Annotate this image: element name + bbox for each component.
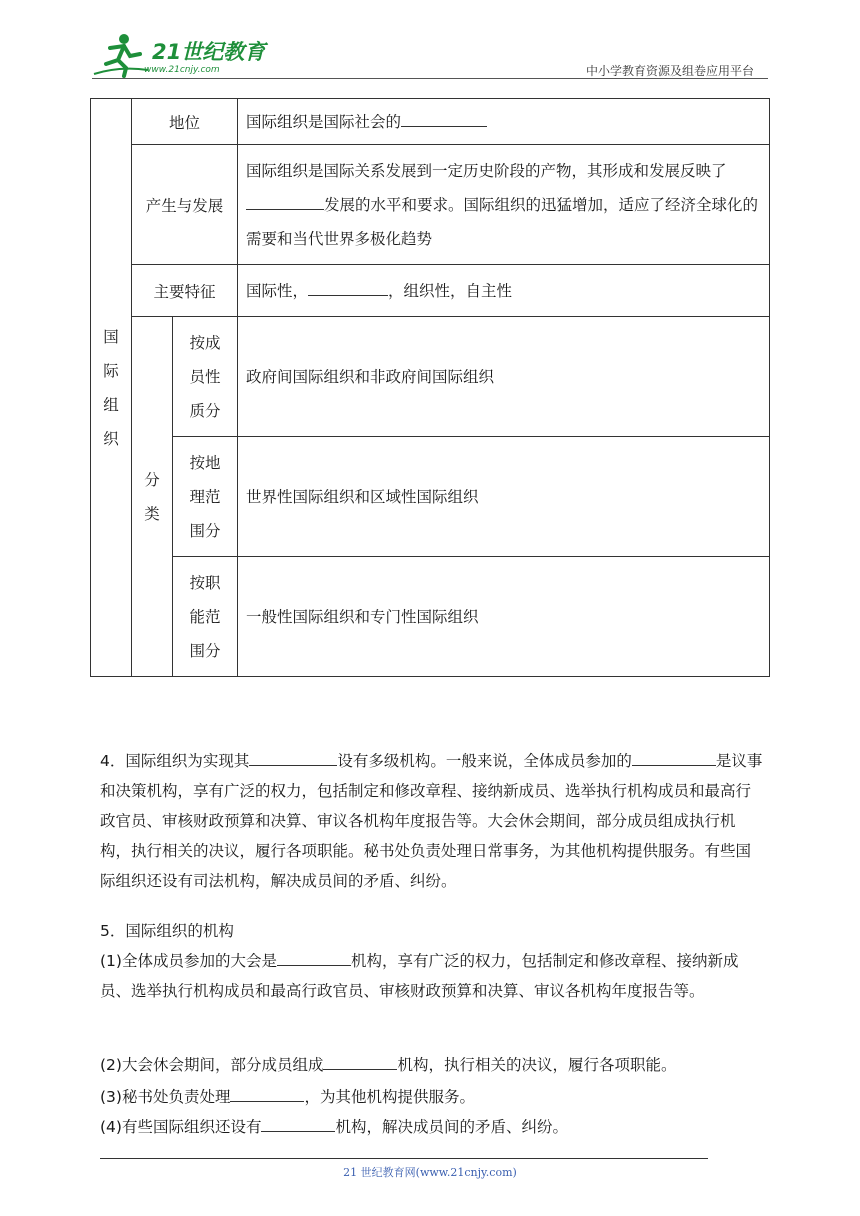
q5-blank-1[interactable] — [277, 950, 351, 966]
status-cell — [238, 99, 770, 145]
class-1-text: 政府间国际组织和非政府间国际组织 — [238, 317, 770, 437]
class-2-text: 世界性国际组织和区域性国际组织 — [238, 437, 770, 557]
class-1-label-line: 质分 — [189, 401, 221, 420]
q5-blank-2[interactable] — [323, 1054, 397, 1070]
feature-cell — [238, 265, 770, 317]
origin-label: 产生与发展 — [132, 145, 238, 265]
q5-item-1-b: 机构，享有广泛的权力，包括制定和修改章程、接纳新成员、选举执行机构成员和最高行政官员、审核财政预算和决算、审议各机构年度报告等。 — [100, 952, 739, 1000]
class-category-cell — [132, 317, 173, 677]
table-row-feature — [91, 265, 770, 317]
class-2-label-line: 按地 — [189, 453, 221, 472]
table-row-class-3 — [91, 557, 770, 677]
class-label-char: 分 — [144, 470, 160, 489]
q4-text-2: 设有多级机构。一般来说，全体成员参加的 — [337, 752, 632, 770]
q5-item-4-a: (4)有些国际组织还设有 — [100, 1118, 262, 1136]
organization-table — [90, 98, 770, 677]
class-label-char: 类 — [144, 504, 160, 523]
origin-blank[interactable] — [246, 193, 324, 210]
q4-text-1: 4．国际组织为实现其 — [100, 752, 250, 770]
class-1-label-line: 按成 — [189, 333, 221, 352]
main-label-char: 际 — [103, 361, 119, 380]
q5-item-2-a: (2)大会休会期间，部分成员组成 — [100, 1056, 324, 1074]
question-5-item-1 — [100, 946, 764, 1006]
platform-name: 中小学教育资源及组卷应用平台 — [585, 64, 754, 78]
header-divider — [92, 78, 768, 79]
class-2-label-line: 围分 — [189, 521, 221, 540]
question-5-item-4 — [100, 1112, 764, 1142]
class-2-label-cell — [173, 437, 238, 557]
table-row-origin — [91, 145, 770, 265]
table-row-class-1 — [91, 317, 770, 437]
question-4 — [100, 746, 764, 896]
runner-logo-icon — [90, 30, 150, 78]
class-3-text: 一般性国际组织和专门性国际组织 — [238, 557, 770, 677]
feature-label: 主要特征 — [132, 265, 238, 317]
feature-text-2: ，组织性，自主性 — [388, 281, 513, 300]
origin-text-1: 国际组织是国际关系发展到一定历史阶段的产物，其形成和发展反映了 — [246, 161, 727, 180]
feature-blank[interactable] — [308, 279, 388, 296]
page-header — [90, 30, 770, 80]
site-logo — [90, 30, 290, 78]
class-3-label-line: 围分 — [189, 641, 221, 660]
q4-blank-2[interactable] — [632, 750, 716, 766]
q5-item-3-a: (3)秘书处负责处理 — [100, 1088, 231, 1106]
status-label: 地位 — [132, 99, 238, 145]
main-category-cell — [91, 99, 132, 677]
q4-text-3: 是议事和决策机构，享有广泛的权力，包括制定和修改章程、接纳新成员、选举执行机构成员和最高行政官员、审核财政预算和决算、审议各机构年度报告等。大会休会期间，部分成员组成执行机构，执行相关的决议，履行各项职能。秘书处负责处理日常事务，为其他机构提供服务。有些国际组织还设有司法机构，解决成员间的矛盾、纠纷。 — [100, 752, 763, 890]
class-3-label-cell — [173, 557, 238, 677]
feature-text-1: 国际性， — [246, 281, 309, 300]
status-blank[interactable] — [401, 110, 487, 127]
q5-item-4-b: 机构，解决成员间的矛盾、纠纷。 — [335, 1118, 568, 1136]
logo-url: www.21cnjy.com — [144, 65, 220, 75]
q5-item-2-b: 机构，执行相关的决议，履行各项职能。 — [397, 1056, 677, 1074]
footer-link[interactable]: 21 世纪教育网(www.21cnjy.com) — [343, 1166, 517, 1179]
class-3-label-line: 按职 — [189, 573, 221, 592]
logo-text: 21世纪教育 — [152, 40, 266, 64]
origin-cell — [238, 145, 770, 265]
question-5-item-3 — [100, 1082, 764, 1112]
class-1-label-line: 员性 — [189, 367, 221, 386]
origin-text-2: 发展的水平和要求。国际组织的迅猛增加，适应了经济全球化的需要和当代世界多极化趋势 — [246, 195, 759, 248]
main-label-char: 组 — [103, 395, 119, 414]
class-1-label-cell — [173, 317, 238, 437]
footer-divider — [100, 1158, 708, 1159]
q5-blank-3[interactable] — [230, 1086, 304, 1102]
class-2-label-line: 理范 — [189, 487, 221, 506]
table-row-status — [91, 99, 770, 145]
main-label-char: 国 — [103, 327, 119, 346]
q5-item-3-b: ，为其他机构提供服务。 — [304, 1088, 475, 1106]
q4-blank-1[interactable] — [249, 750, 337, 766]
table-row-class-2 — [91, 437, 770, 557]
q5-blank-4[interactable] — [261, 1116, 335, 1132]
status-text: 国际组织是国际社会的 — [246, 112, 402, 131]
class-3-label-line: 能范 — [189, 607, 221, 626]
question-5-item-2 — [100, 1050, 764, 1080]
question-5-title: 5．国际组织的机构 — [100, 922, 234, 940]
main-label-char: 织 — [103, 429, 119, 448]
q5-item-1-a: (1)全体成员参加的大会是 — [100, 952, 277, 970]
